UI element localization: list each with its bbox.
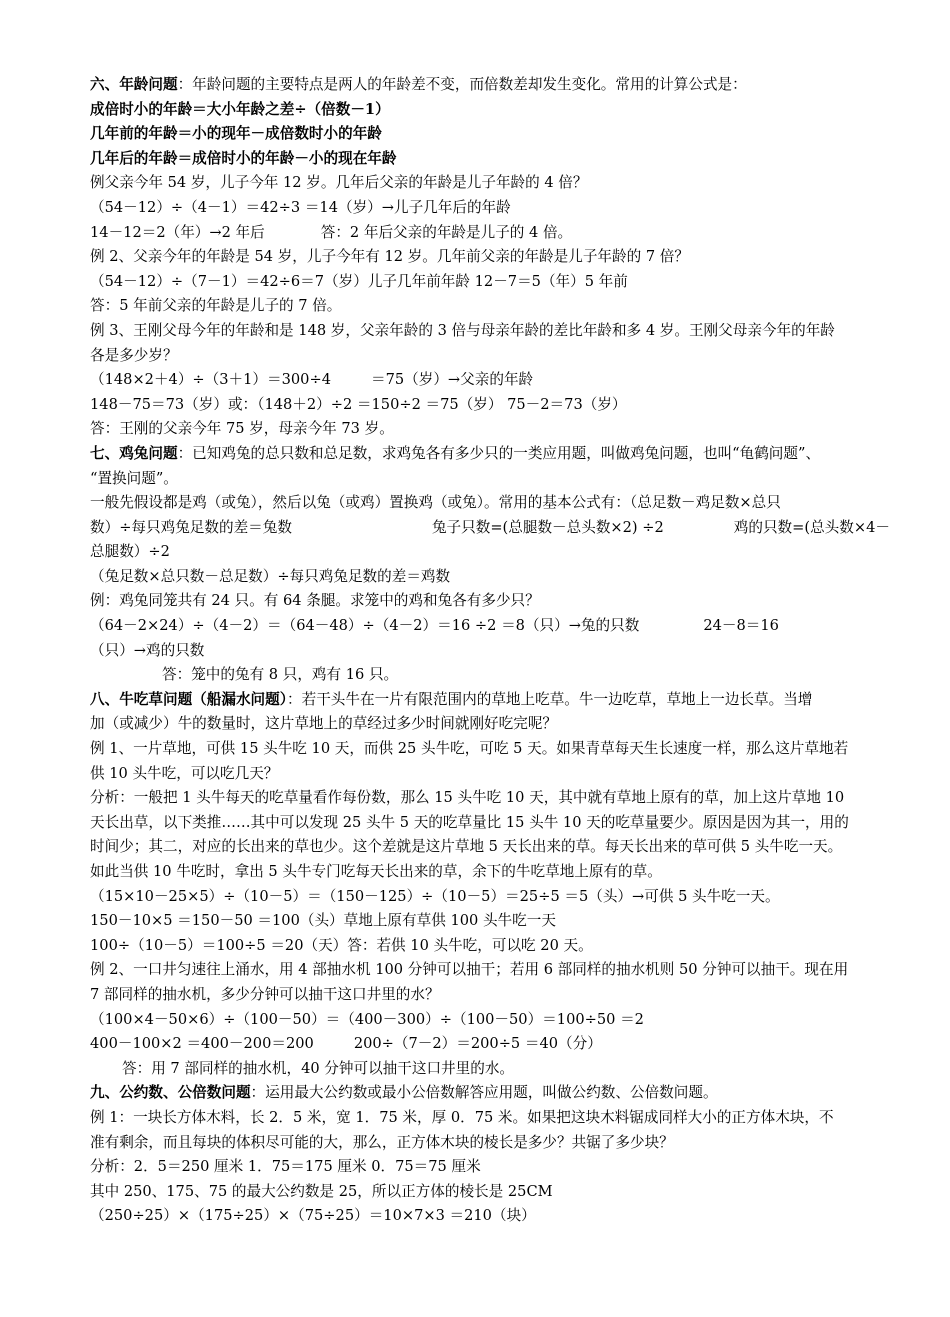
- section-9-title: 九、公约数、公倍数问题: [90, 1084, 251, 1102]
- calc-line: （54－12）÷（4－1）＝42÷3 ＝14（岁）→儿子几年后的年龄: [90, 198, 511, 216]
- section-8-title: 八、牛吃草问题（船漏水问题）: [90, 690, 288, 708]
- calc-line: （15×10－25×5）÷（10－5）＝（150－125）÷（10－5）＝25÷5 ＝5（头）→可供 5 头牛吃一天。: [90, 887, 780, 905]
- section-6-title: 六、年龄问题: [90, 76, 178, 93]
- section-6-intro: 六、年龄问题：年龄问题的主要特点是两人的年龄差不变，而倍数差却发生变化。常用的计算公式是：: [90, 76, 747, 93]
- calc-line: 400－100×2 ＝400－200＝200 200÷（7－2）＝200÷5 ＝40（分）: [90, 1035, 602, 1053]
- paragraph-line: 总腿数）÷2: [90, 543, 170, 561]
- section-8-intro: 八、牛吃草问题（船漏水问题）：若干头牛在一片有限范围内的草地上吃草。牛一边吃草，草地上一边长草。当增: [90, 690, 813, 708]
- calc-line: （只）→鸡的只数: [90, 641, 205, 659]
- section-7-intro: 七、鸡兔问题：已知鸡兔的总只数和总足数，求鸡兔各有多少只的一类应用题，叫做鸡兔问题，也叫“龟鹤问题”、: [90, 444, 821, 462]
- example-question: 各是多少岁？: [90, 346, 178, 364]
- example-question: 例 2、父亲今年的年龄是 54 岁，儿子今年有 12 岁。几年前父亲的年龄是儿子年龄的 7 倍？: [90, 248, 689, 266]
- calc-line: 148－75＝73（岁）或：（148＋2）÷2 ＝150÷2 ＝75（岁） 75－2＝73（岁）: [90, 395, 627, 413]
- paragraph-line: 一般先假设都是鸡（或兔），然后以兔（或鸡）置换鸡（或兔）。常用的基本公式有：（总足数－鸡足数×总只: [90, 494, 781, 512]
- example-question: 例 3、王刚父母今年的年龄和是 148 岁，父亲年龄的 3 倍与母亲年龄的差比年龄和多 4 岁。王刚父母亲今年的年龄: [90, 321, 835, 339]
- calc-line: （148×2＋4）÷（3＋1）＝300÷4 ＝75（岁）→父亲的年龄: [90, 371, 534, 389]
- analysis-line: 如此当供 10 牛吃时，拿出 5 头牛专门吃每天长出来的草，余下的牛吃草地上原有的草。: [90, 863, 662, 880]
- example-question: 例 1：一块长方体木料，长 2．5 米，宽 1．75 米，厚 0．75 米。如果把这块木料锯成同样大小的正方体木块，不: [90, 1108, 834, 1126]
- calc-line: （250÷25）×（175÷25）×（75÷25）＝10×7×3 ＝210（块）: [90, 1207, 536, 1225]
- analysis-line: 分析：2．5＝250 厘米 1．75＝175 厘米 0．75＝75 厘米: [90, 1158, 481, 1176]
- answer: 答：王刚的父亲今年 75 岁，母亲今年 73 岁。: [90, 420, 394, 438]
- calc-line: （54－12）÷（7－1）＝42÷6＝7（岁）儿子几年前年龄 12－7＝5（年）5 年前: [90, 272, 628, 290]
- formula-2: 几年前的年龄＝小的现年－成倍数时小的年龄: [90, 125, 382, 143]
- answer: 答：用 7 部同样的抽水机，40 分钟可以抽干这口井里的水。: [122, 1059, 515, 1077]
- example-question: 例 1、一片草地，可供 15 头牛吃 10 天，而供 25 头牛吃，可吃 5 天。如果青草每天生长速度一样，那么这片草地若: [90, 740, 849, 758]
- example-question: 准有剩余，而且每块的体积尽可能的大，那么，正方体木块的棱长是多少？共锯了多少块？: [90, 1133, 674, 1151]
- paragraph-line: （兔足数×总只数－总足数）÷每只鸡兔足数的差＝鸡数: [90, 567, 451, 585]
- paragraph-line: “置换问题”。: [90, 469, 178, 487]
- paragraph-line: 加（或减少）牛的数量时，这片草地上的草经过多少时间就刚好吃完呢？: [90, 715, 558, 733]
- example-question: 例 2、一口井匀速往上涌水，用 4 部抽水机 100 分钟可以抽干；若用 6 部同样的抽水机则 50 分钟可以抽干。现在用: [90, 961, 849, 979]
- example-question: 例：鸡兔同笼共有 24 只。有 64 条腿。求笼中的鸡和兔各有多少只？: [90, 592, 540, 610]
- analysis-line: 分析：一般把 1 头牛每天的吃草量看作每份数，那么 15 头牛吃 10 天，其中就有草地上原有的草，加上这片草地 10: [90, 789, 845, 807]
- calc-line: （64－2×24）÷（4－2）＝（64－48）÷（4－2）＝16 ÷2 ＝8（只）→兔的只数 24－8＝16: [90, 617, 779, 635]
- analysis-line: 时间少；其二，对应的长出来的草也少。这个差就是这片草地 5 天长出来的草。每天长出来的草可供 5 头牛吃一天。: [90, 838, 843, 856]
- calc-line: 150－10×5 ＝150－50 ＝100（头）草地上原有草供 100 头牛吃一天: [90, 912, 556, 930]
- section-7-title: 七、鸡兔问题: [90, 444, 178, 462]
- calc-line: （100×4－50×6）÷（100－50）＝（400－300）÷（100－50）＝100÷50 ＝2: [90, 1010, 644, 1028]
- example-question: 7 部同样的抽水机，多少分钟可以抽干这口井里的水？: [90, 985, 440, 1003]
- paragraph-line: 数）÷每只鸡兔足数的差＝兔数 兔子只数=(总腿数－总头数×2) ÷2 鸡的只数=(总头数×4－: [90, 518, 890, 536]
- example-question: 例父亲今年 54 岁，儿子今年 12 岁。几年后父亲的年龄是儿子年龄的 4 倍？: [90, 174, 588, 192]
- answer: 答：笼中的兔有 8 只，鸡有 16 只。: [162, 666, 399, 684]
- answer: 答：2 年后父亲的年龄是儿子的 4 倍。: [320, 223, 573, 241]
- formula-1: 成倍时小的年龄＝大小年龄之差÷（倍数－1）: [90, 100, 390, 118]
- analysis-line: 天长出草，以下类推……其中可以发现 25 头牛 5 天的吃草量比 15 头牛 10 天的吃草量要少。原因是因为其一，用的: [90, 813, 849, 831]
- example-question: 供 10 头牛吃，可以吃几天？: [90, 764, 279, 782]
- calc-line: 100÷（10－5）＝100÷5 ＝20（天）答：若供 10 头牛吃，可以吃 20 天。: [90, 936, 593, 954]
- section-9-intro: 九、公约数、公倍数问题：运用最大公约数或最小公倍数解答应用题，叫做公约数、公倍数问题。: [90, 1084, 718, 1102]
- calc-line: 14－12＝2（年）→2 年后 答：2 年后父亲的年龄是儿子的 4 倍。: [90, 223, 573, 241]
- formula-3: 几年后的年龄＝成倍时小的年龄－小的现在年龄: [90, 149, 397, 167]
- analysis-line: 其中 250、175、75 的最大公约数是 25，所以正方体的棱长是 25CM: [90, 1182, 553, 1200]
- answer: 答：5 年前父亲的年龄是儿子的 7 倍。: [90, 297, 342, 315]
